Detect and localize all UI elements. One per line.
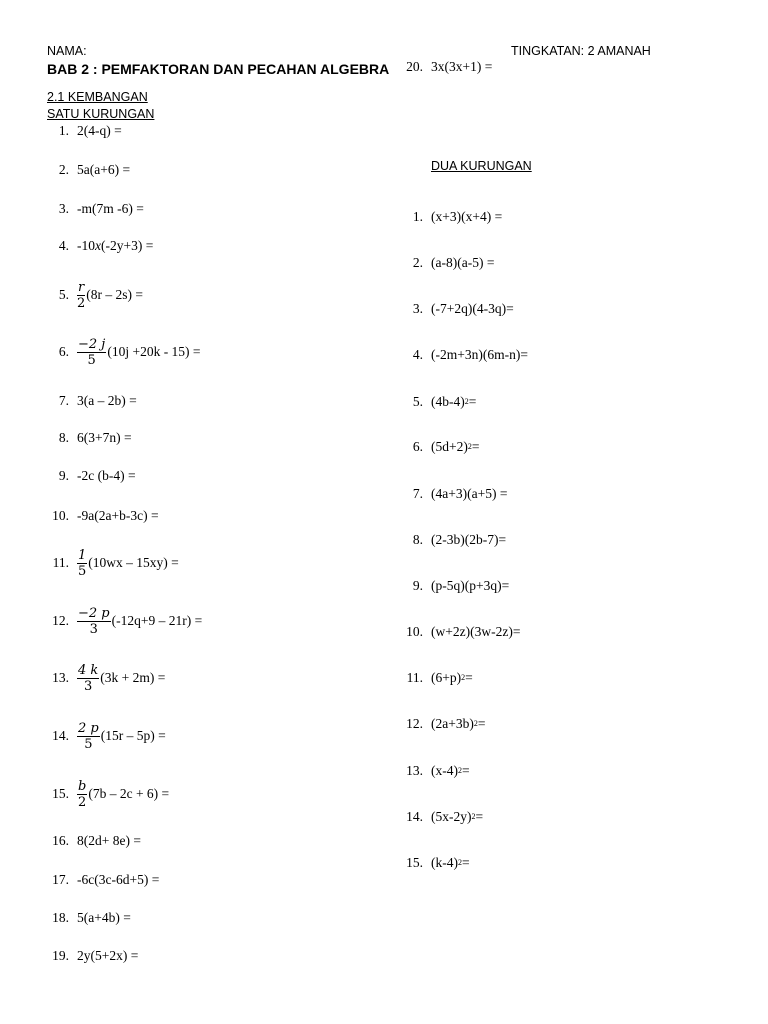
fraction: $\frac{-2 j}{5}$ [78, 336, 106, 368]
list-item: 4. -10 x (-2y+3) = [58, 238, 154, 253]
list-item: 7. (4a+3)(a+5) = [412, 486, 508, 501]
list-item: 8. 6(3+7n) = [58, 430, 132, 445]
list-item: 17. -6c(3c-6d+5) = [52, 872, 160, 887]
list-item: 11. (6+p) 2 = [406, 670, 473, 685]
list-item: 13. $\frac{4 k}{3}$ (3k + 2m) = [52, 662, 166, 694]
list-item: 16. 8(2d+ 8e) = [52, 833, 141, 848]
list-item: 15. (k-4) 2 = [406, 855, 470, 870]
list-item: 2. (a-8)(a-5) = [412, 255, 495, 270]
list-item: 15. $\frac{b}{2}$ (7b – 2c + 6) = [52, 778, 170, 810]
fraction: $\frac{1}{5}$ [78, 547, 87, 579]
subsection-satu-kurungan: SATU KURUNGAN [47, 107, 155, 121]
list-item: 9. (p-5q)(p+3q)= [412, 578, 510, 593]
list-item: 18. 5(a+4b) = [52, 910, 131, 925]
list-item: 3. (-7+2q)(4-3q)= [412, 301, 514, 316]
list-item: 7. 3(a – 2b) = [58, 393, 137, 408]
fraction: $\frac{4 k}{3}$ [78, 662, 99, 694]
section-heading: 2.1 KEMBANGAN [47, 90, 148, 104]
fraction: $\frac{2 p}{5}$ [78, 720, 99, 752]
list-item: 5. $\frac{r}{2}$ (8r – 2s) = [58, 279, 144, 311]
class-label: TINGKATAN: 2 AMANAH [511, 44, 651, 58]
list-item: 13. (x-4) 2 = [406, 763, 470, 778]
list-item: 6. $\frac{-2 j}{5}$ (10j +20k - 15) = [58, 336, 201, 368]
fraction: $\frac{b}{2}$ [78, 778, 87, 810]
list-item: 20. 3x(3x+1) = [406, 59, 493, 74]
list-item: 9. -2c (b-4) = [58, 468, 136, 483]
list-item: 14. (5x-2y) 2 = [406, 809, 484, 824]
name-label: NAMA: [47, 44, 87, 58]
list-item: 14. $\frac{2 p}{5}$ (15r – 5p) = [52, 720, 166, 752]
list-item: 1. (x+3)(x+4) = [412, 209, 503, 224]
list-item: 12. (2a+3b) 2 = [406, 716, 486, 731]
list-item: 4. (-2m+3n)(6m-n)= [412, 347, 528, 362]
list-item: 11. $\frac{1}{5}$ (10wx – 15xy) = [52, 547, 179, 579]
list-item: 10. (w+2z)(3w-2z)= [406, 624, 521, 639]
list-item: 5. (4b-4) 2 = [412, 394, 477, 409]
list-item: 2. 5a(a+6) = [58, 162, 131, 177]
list-item: 1. 2(4-q) = [58, 123, 122, 138]
list-item: 8. (2-3b)(2b-7)= [412, 532, 507, 547]
list-item: 3. -m(7m -6) = [58, 201, 144, 216]
subsection-dua-kurungan: DUA KURUNGAN [431, 159, 532, 173]
list-item: 6. (5d+2) 2 = [412, 439, 480, 454]
list-item: 10. -9a(2a+b-3c) = [52, 508, 159, 523]
fraction: $\frac{r}{2}$ [77, 279, 86, 311]
list-item: 12. $\frac{-2 p}{3}$ (-12q+9 – 21r) = [52, 605, 203, 637]
list-item: 19. 2y(5+2x) = [52, 948, 139, 963]
page-title: BAB 2 : PEMFAKTORAN DAN PECAHAN ALGEBRA [47, 61, 390, 77]
fraction: $\frac{-2 p}{3}$ [78, 605, 110, 637]
